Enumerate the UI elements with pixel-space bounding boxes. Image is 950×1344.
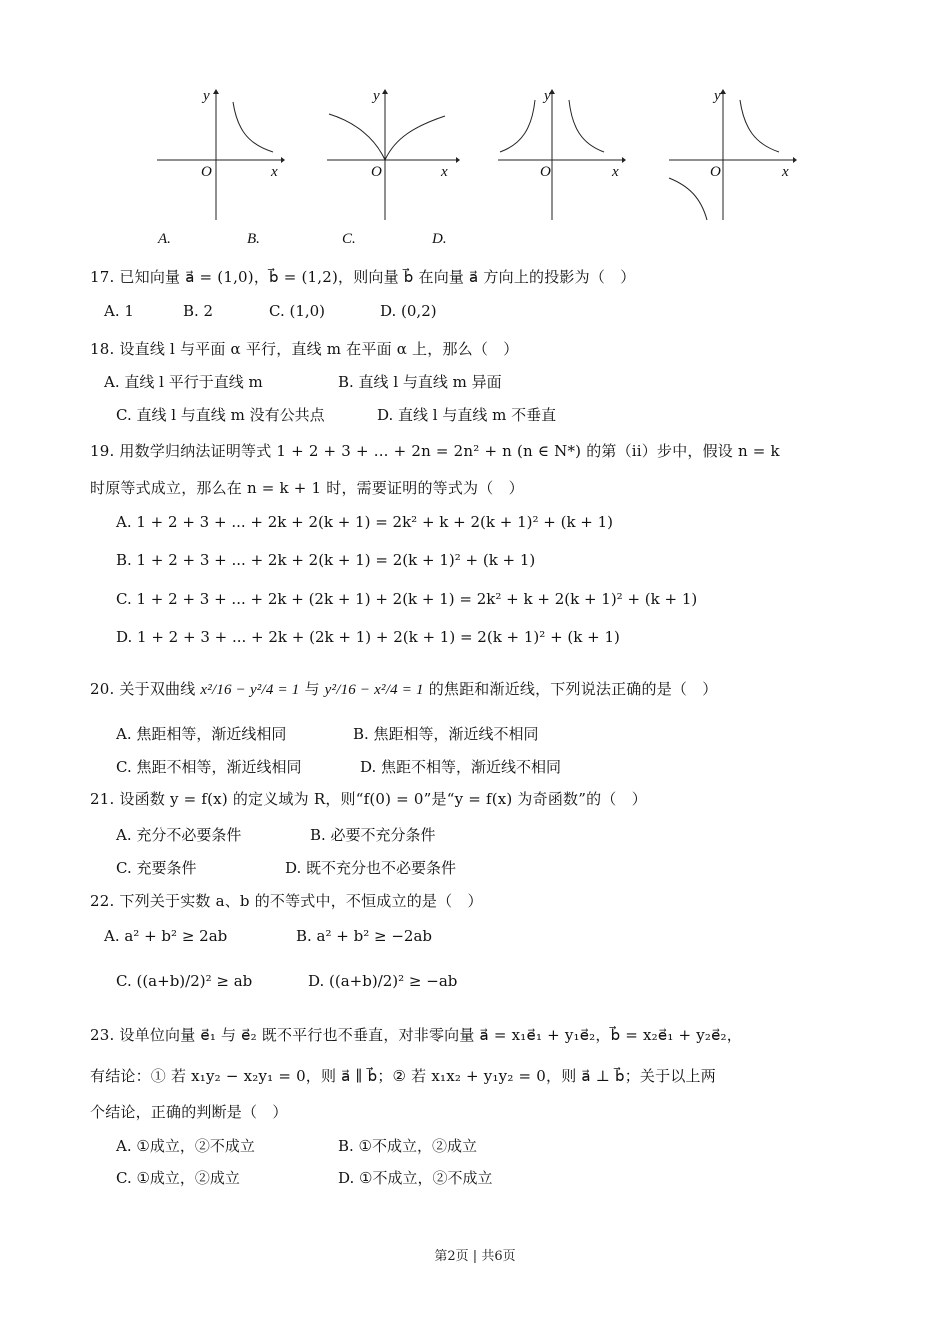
graph-b xyxy=(325,86,460,226)
q18-option-c: C. 直线 l 与直线 m 没有公共点 xyxy=(116,406,325,424)
q20-option-d: D. 焦距不相等，渐近线不相同 xyxy=(360,758,562,776)
graph-label-a: A. xyxy=(158,231,171,247)
graph-a xyxy=(155,86,285,226)
q18-option-a: A. 直线 l 平行于直线 m xyxy=(104,373,263,391)
q19-option-d: D. 1 + 2 + 3 + ... + 2k + (2k + 1) + 2(k + 1) = 2(k + 1)² + (k + 1) xyxy=(116,628,620,646)
q19-option-c: C. 1 + 2 + 3 + ... + 2k + (2k + 1) + 2(k + 1) = 2k² + k + 2(k + 1)² + (k + 1) xyxy=(116,590,698,608)
q22-stem: 22. 下列关于实数 a、b 的不等式中，不恒成立的是（ ） xyxy=(90,892,483,910)
q20-option-a: A. 焦距相等，渐近线相同 xyxy=(116,725,287,743)
q22-option-d: D. ((a+b)/2)² ≥ −ab xyxy=(308,972,458,990)
graph-label-c: C. xyxy=(342,231,356,247)
q18-option-b: B. 直线 l 与直线 m 异面 xyxy=(338,373,502,391)
q23-option-d: D. ①不成立，②不成立 xyxy=(338,1169,493,1187)
graph-c xyxy=(496,86,626,226)
q19-stem-line2: 时原等式成立，那么在 n = k + 1 时，需要证明的等式为（ ） xyxy=(90,479,524,497)
graph-a-origin: O xyxy=(201,164,212,180)
q17-option-a: A. 1 xyxy=(104,302,134,320)
q18-stem: 18. 设直线 l 与平面 α 平行，直线 m 在平面 α 上，那么（ ） xyxy=(90,340,519,358)
q22-option-b: B. a² + b² ≥ −2ab xyxy=(296,927,432,945)
q17-stem: 17. 已知向量 a⃗ = (1,0)，b⃗ = (1,2)，则向量 b⃗ 在向量 a⃗ 方向上的投影为（ ） xyxy=(90,268,636,286)
q21-option-a: A. 充分不必要条件 xyxy=(116,826,242,844)
graph-b-origin: O xyxy=(371,164,382,180)
q23-stem-line3: 个结论，正确的判断是（ ） xyxy=(90,1103,288,1121)
q20-stem xyxy=(90,678,718,699)
q18-option-d: D. 直线 l 与直线 m 不垂直 xyxy=(377,406,557,424)
graph-d-x-label: x xyxy=(782,164,789,180)
graph-a-x-label: x xyxy=(271,164,278,180)
q22-option-c: C. ((a+b)/2)² ≥ ab xyxy=(116,972,253,990)
graph-label-d: D. xyxy=(432,231,447,247)
graph-b-x-label: x xyxy=(441,164,448,180)
graph-c-origin: O xyxy=(540,164,551,180)
q23-stem-line1: 23. 设单位向量 e⃗₁ 与 e⃗₂ 既不平行也不垂直，对非零向量 a⃗ = x₁e⃗₁ + y₁e⃗₂，b⃗ = x₂e⃗₁ + y₂e⃗₂， xyxy=(90,1026,742,1044)
q22-option-a: A. a² + b² ≥ 2ab xyxy=(104,927,228,945)
q20-equation-2: y²/16 − x²/4 = 1 xyxy=(324,682,424,698)
q23-option-b: B. ①不成立，②成立 xyxy=(338,1137,478,1155)
q19-option-a: A. 1 + 2 + 3 + ... + 2k + 2(k + 1) = 2k² + k + 2(k + 1)² + (k + 1) xyxy=(116,513,614,531)
q17-option-c: C. (1,0) xyxy=(269,302,326,320)
graph-d-y-label: y xyxy=(714,88,721,104)
q21-stem: 21. 设函数 y = f(x) 的定义域为 R，则“f(0) = 0”是“y = f(x) 为奇函数”的（ ） xyxy=(90,790,647,808)
graph-b-y-label: y xyxy=(373,88,380,104)
q23-option-a: A. ①成立，②不成立 xyxy=(116,1137,255,1155)
q20-mid: 与 xyxy=(304,680,320,698)
q19-stem-line1: 19. 用数学归纳法证明等式 1 + 2 + 3 + ... + 2n = 2n² + n (n ∈ N*) 的第（ii）步中，假设 n = k xyxy=(90,442,780,460)
q17-option-d: D. (0,2) xyxy=(380,302,437,320)
graph-a-y-label: y xyxy=(203,88,210,104)
q23-stem-line2: 有结论：① 若 x₁y₂ − x₂y₁ = 0，则 a⃗ ∥ b⃗；② 若 x₁x₂ + y₁y₂ = 0，则 a⃗ ⊥ b⃗；关于以上两 xyxy=(90,1067,716,1085)
q20-option-b: B. 焦距相等，渐近线不相同 xyxy=(353,725,539,743)
q20-equation-1: x²/16 − y²/4 = 1 xyxy=(200,682,300,698)
q21-option-d: D. 既不充分也不必要条件 xyxy=(285,859,457,877)
graph-c-y-label: y xyxy=(544,88,551,104)
q20-prefix: 20. 关于双曲线 xyxy=(90,680,196,698)
graph-d xyxy=(667,86,797,226)
q17-option-b: B. 2 xyxy=(183,302,214,320)
graph-c-x-label: x xyxy=(612,164,619,180)
graph-d-origin: O xyxy=(710,164,721,180)
q19-option-b: B. 1 + 2 + 3 + ... + 2k + 2(k + 1) = 2(k + 1)² + (k + 1) xyxy=(116,551,536,569)
q20-suffix: 的焦距和渐近线，下列说法正确的是（ ） xyxy=(428,680,718,698)
q23-option-c: C. ①成立，②成立 xyxy=(116,1169,240,1187)
graph-label-b: B. xyxy=(247,231,260,247)
page-footer: 第2页 | 共6页 xyxy=(434,1249,516,1264)
q21-option-b: B. 必要不充分条件 xyxy=(310,826,436,844)
q20-option-c: C. 焦距不相等，渐近线相同 xyxy=(116,758,302,776)
q21-option-c: C. 充要条件 xyxy=(116,859,197,877)
